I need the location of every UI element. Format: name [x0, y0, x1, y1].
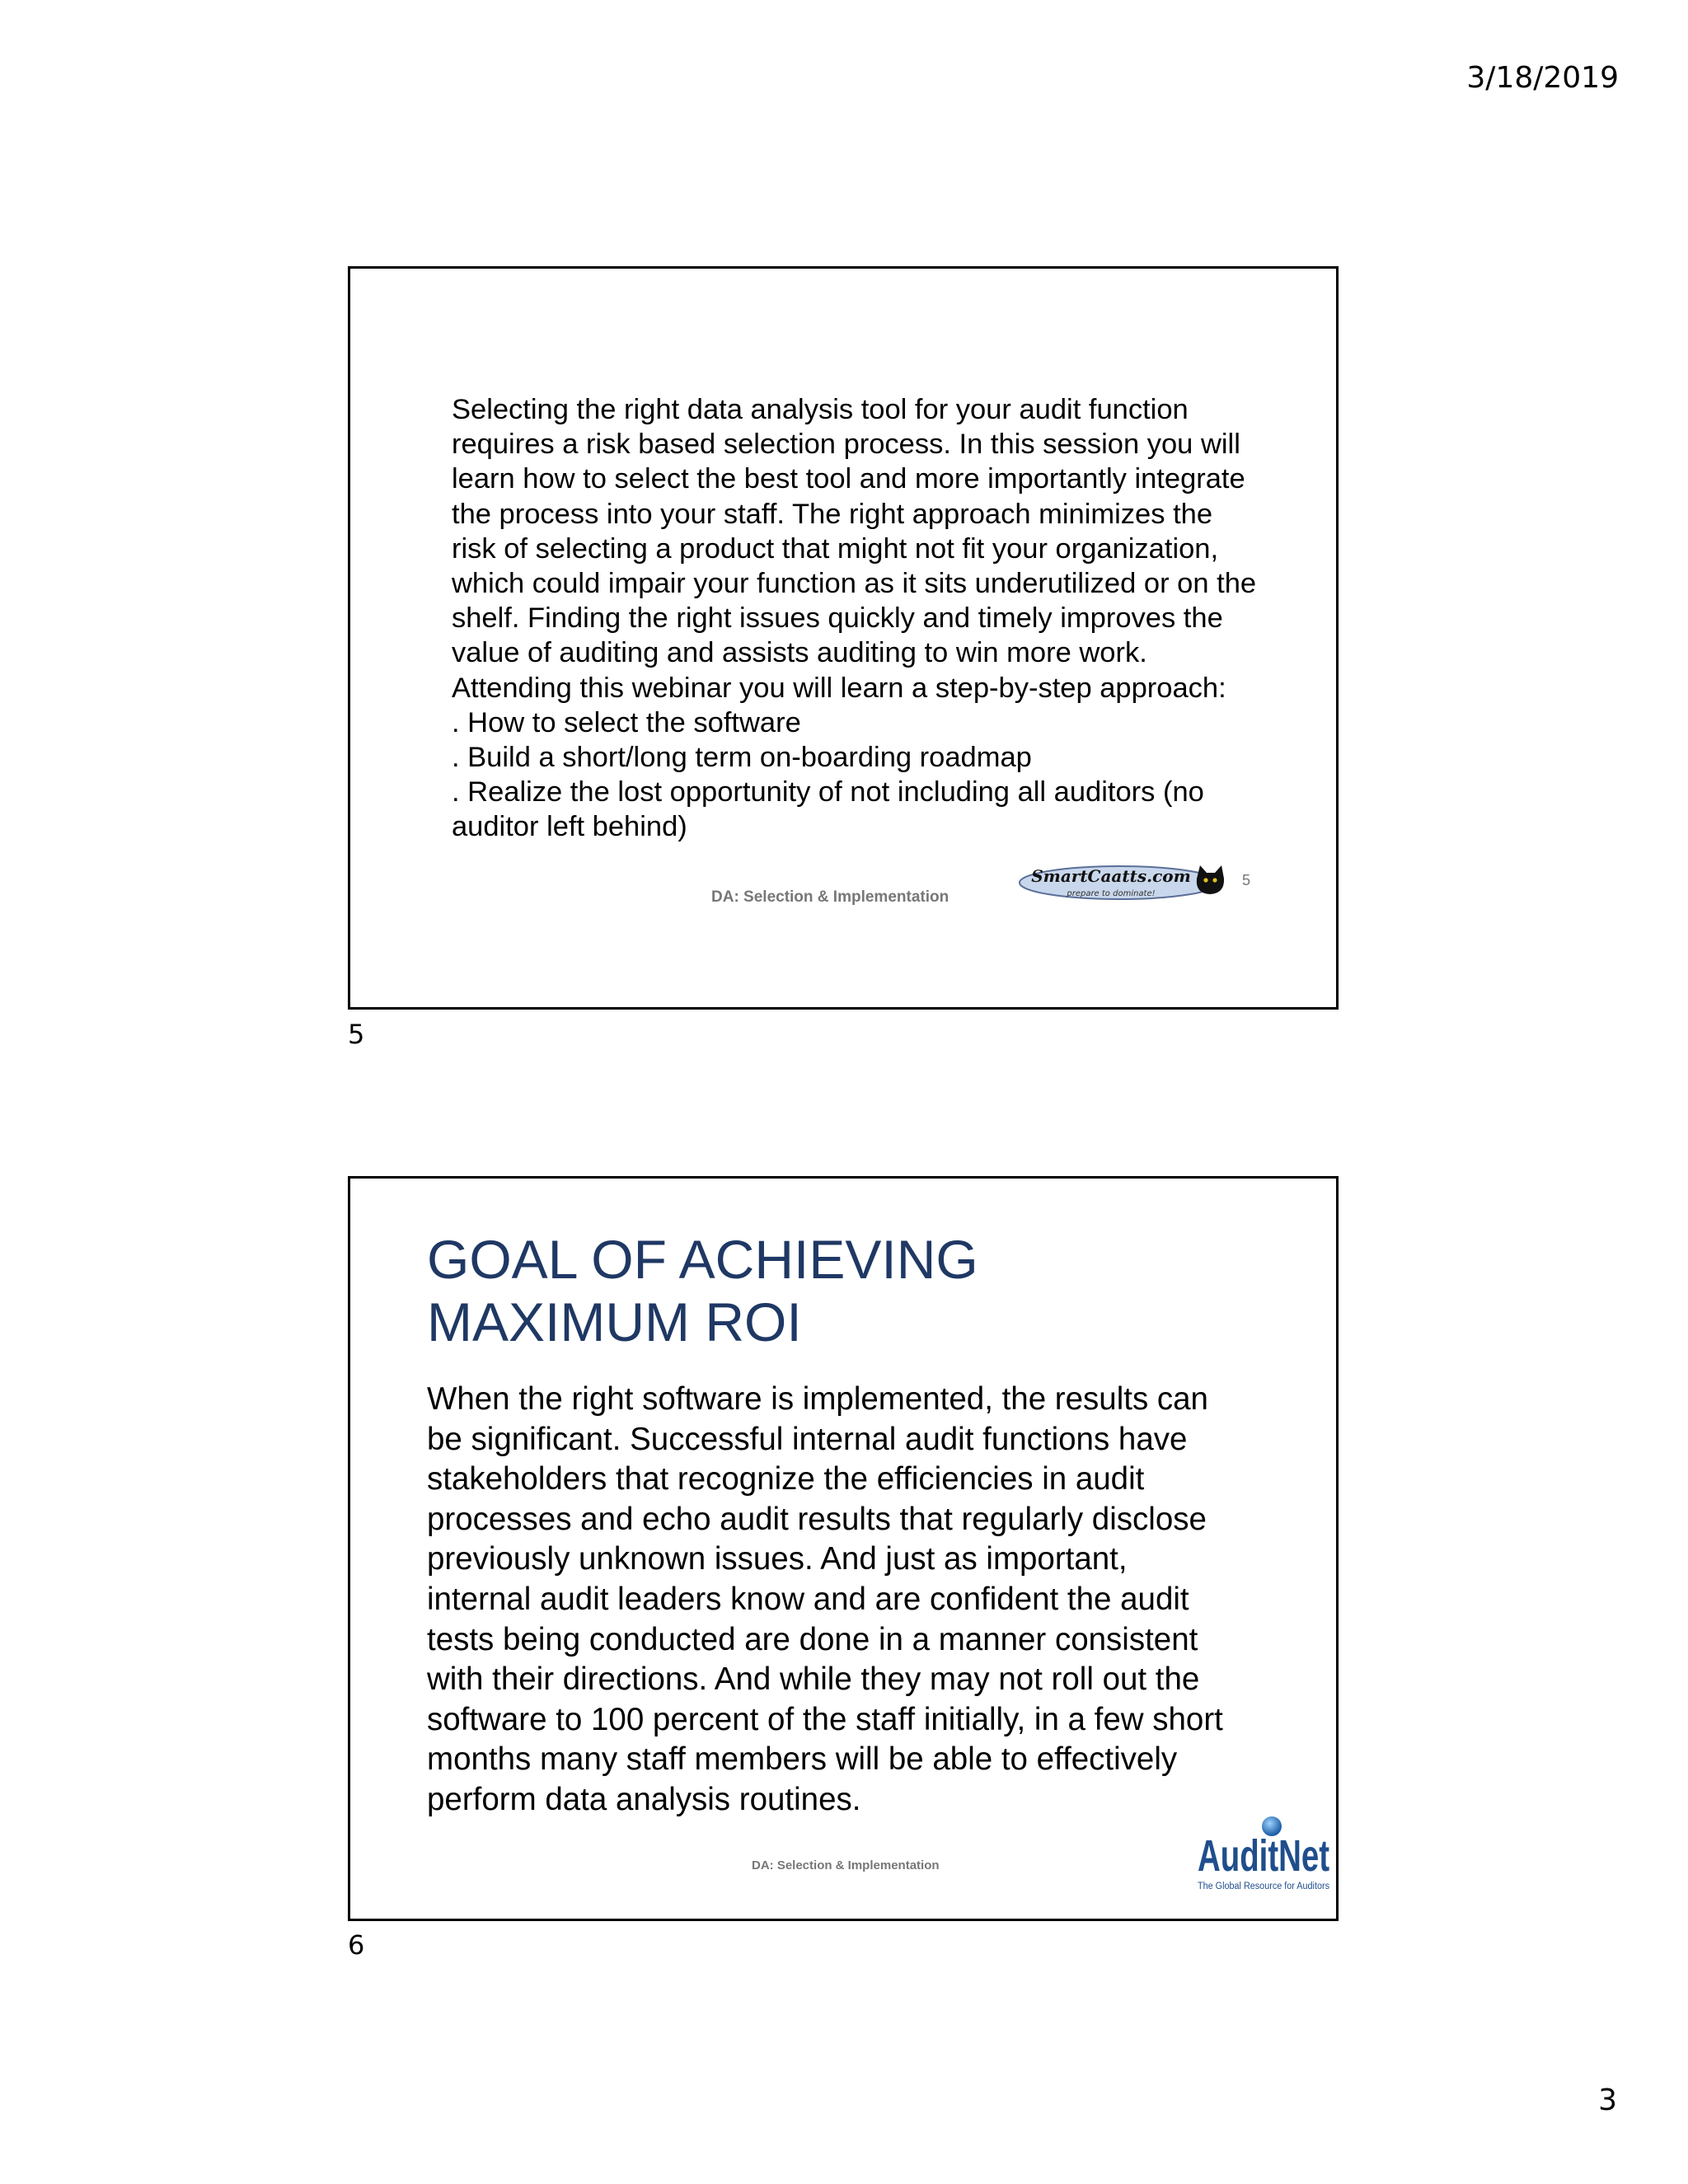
slide-number: 5 — [1242, 872, 1251, 888]
body-line: which could impair your function as it sits underutilized or on the — [452, 568, 1257, 600]
slide-5 — [348, 266, 1339, 1010]
title-line: MAXIMUM ROI — [427, 1291, 802, 1352]
body-line: software to 100 percent of the staff initially, in a few short — [427, 1701, 1223, 1737]
body-line: tests being conducted are done in a manner consistent — [427, 1621, 1198, 1657]
body-line: learn how to select the best tool and more importantly integrate — [452, 463, 1245, 495]
body-line: shelf. Finding the right issues quickly and timely improves the — [452, 602, 1223, 635]
slide-index-label: 6 — [348, 1929, 365, 1961]
body-line: requires a risk based selection process. In this session you will — [452, 429, 1240, 461]
auditnet-logo — [1198, 1813, 1336, 1896]
slide-footer: DA: Selection & Implementation — [711, 888, 950, 906]
smartcaatts-logo — [1017, 860, 1230, 902]
cat-icon — [1197, 865, 1224, 894]
body-line: processes and echo audit results that regularly disclose — [427, 1501, 1207, 1537]
slide-index-label: 5 — [348, 1019, 365, 1050]
logo-name: SmartCaatts.com — [1031, 866, 1191, 886]
logo-tagline: The Global Resource for Auditors — [1198, 1882, 1330, 1891]
body-line: be significant. Successful internal audit functions have — [427, 1421, 1188, 1457]
body-line: auditor left behind) — [452, 811, 687, 843]
body-line: . Realize the lost opportunity of not including all auditors (no — [452, 776, 1204, 808]
body-line: perform data analysis routines. — [427, 1781, 861, 1817]
slide-body-text — [427, 1380, 1284, 1821]
slide-title — [427, 1228, 1169, 1353]
body-line: stakeholders that recognize the efficiencies in audit — [427, 1461, 1145, 1497]
body-line: internal audit leaders know and are confident the audit — [427, 1581, 1189, 1617]
logo-name: AuditNet — [1198, 1831, 1330, 1881]
print-date: 3/18/2019 — [1466, 61, 1619, 95]
body-line: When the right software is implemented, the results can — [427, 1381, 1208, 1417]
body-line: Selecting the right data analysis tool for your audit function — [452, 394, 1189, 425]
logo-tagline: prepare to dominate! — [1067, 889, 1156, 898]
body-line: months many staff members will be able to effectively — [427, 1741, 1178, 1778]
title-line: GOAL OF ACHIEVING — [427, 1229, 978, 1290]
body-line: . Build a short/long term on-boarding roadmap — [452, 742, 1032, 774]
body-line: value of auditing and assists auditing to win more work. — [452, 637, 1147, 669]
body-line: the process into your staff. The right approach minimizes the — [452, 498, 1213, 530]
body-line: previously unknown issues. And just as important, — [427, 1541, 1128, 1577]
slide-body-text — [452, 392, 1292, 845]
body-line: . How to select the software — [452, 706, 801, 738]
body-line: risk of selecting a product that might not fit your organization, — [452, 532, 1219, 565]
slide-footer: DA: Selection & Implementation — [752, 1858, 940, 1872]
body-line: Attending this webinar you will learn a step-by-step approach: — [452, 672, 1226, 704]
slide-6 — [348, 1176, 1339, 1921]
body-line: with their directions. And while they may not roll out the — [427, 1661, 1200, 1698]
page-number: 3 — [1598, 2083, 1617, 2117]
